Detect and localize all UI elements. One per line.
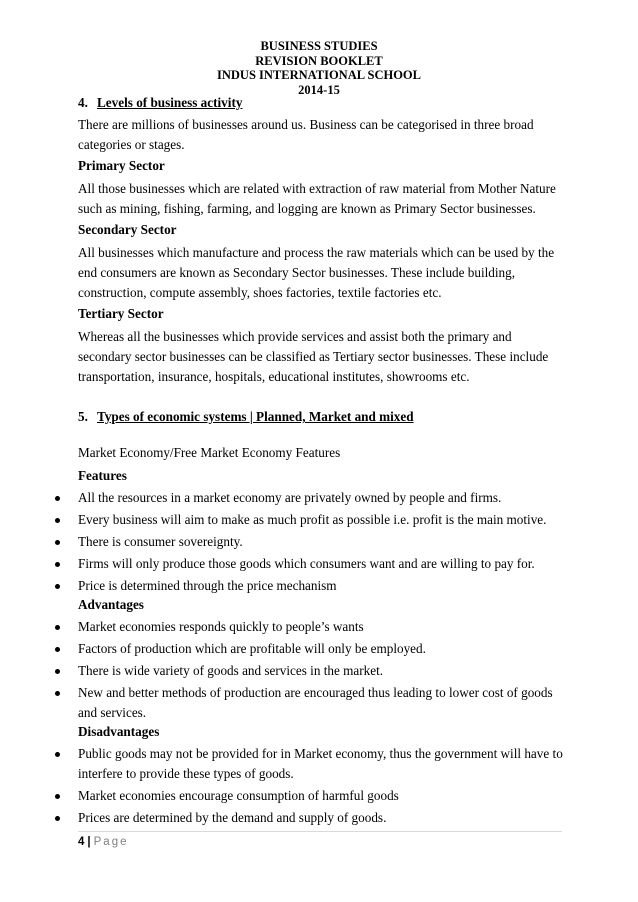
list-item: New and better methods of production are encouraged thus leading to lower cost of goods and services.: [78, 683, 568, 723]
list-item: All the resources in a market economy are privately owned by people and firms.: [78, 488, 568, 508]
section-number: 4.: [78, 95, 88, 110]
section-heading-economic-systems: [78, 408, 568, 426]
document-body: [78, 94, 568, 830]
list-item: Price is determined through the price mechanism: [78, 576, 568, 596]
subheading-secondary-sector: Secondary Sector: [78, 222, 177, 237]
page-label: Page: [93, 836, 129, 848]
footer-divider: [78, 831, 562, 832]
paragraph-tertiary-sector: Whereas all the businesses which provide services and assist both the primary and secondary sector businesses can be classified as Tertiary sector businesses. These include transportation, insurance, hospitals, educational institutes, showrooms etc.: [78, 329, 549, 384]
page-number: 4: [78, 836, 85, 848]
list-item: Prices are determined by the demand and supply of goods.: [78, 808, 568, 828]
section-title: Levels of business activity: [97, 95, 243, 110]
paragraph-secondary-sector: All businesses which manufacture and process the raw materials which can be used by the end consumers are known as Secondary Sector businesses. These include building, construction, compute assembly, shoes factories, textile factories etc.: [78, 245, 555, 300]
list-item: Every business will aim to make as much profit as possible i.e. profit is the main motive.: [78, 510, 568, 530]
document-header: [0, 39, 638, 97]
footer-separator: |: [87, 836, 91, 848]
subheading-disadvantages: Disadvantages: [78, 724, 160, 739]
page-footer: [78, 836, 128, 848]
paragraph-primary-sector: All those businesses which are related with extraction of raw material from Mother Nature such as mining, fishing, farming, and logging are known as Primary Sector businesses.: [78, 181, 556, 216]
header-year: 2014-15: [298, 82, 340, 97]
list-item: Firms will only produce those goods which consumers want and are willing to pay for.: [78, 554, 568, 574]
features-list: [78, 488, 568, 596]
list-item: Market economies responds quickly to people’s wants: [78, 617, 568, 637]
subheading-primary-sector: Primary Sector: [78, 158, 165, 173]
subheading-advantages: Advantages: [78, 597, 144, 612]
subheading-tertiary-sector: Tertiary Sector: [78, 306, 164, 321]
section-number: 5.: [78, 409, 88, 424]
list-item: Factors of production which are profitable will only be employed.: [78, 639, 568, 659]
list-item: Public goods may not be provided for in Market economy, thus the government will have to interfere to provide these types of goods.: [78, 744, 568, 784]
disadvantages-list: [78, 744, 568, 828]
section-title: Types of economic systems | Planned, Market and mixed: [97, 409, 414, 424]
header-school: INDUS INTERNATIONAL SCHOOL: [217, 68, 421, 82]
market-economy-subtitle: Market Economy/Free Market Economy Features: [78, 445, 341, 460]
section-intro: There are millions of businesses around us. Business can be categorised in three broad categories or stages.: [78, 117, 534, 152]
header-booklet: REVISION BOOKLET: [255, 53, 383, 68]
list-item: There is consumer sovereignty.: [78, 532, 568, 552]
header-subject: BUSINESS STUDIES: [260, 39, 378, 53]
advantages-list: [78, 617, 568, 723]
section-heading-levels: [78, 94, 568, 112]
list-item: Market economies encourage consumption of harmful goods: [78, 786, 568, 806]
subheading-features: Features: [78, 468, 127, 483]
list-item: There is wide variety of goods and services in the market.: [78, 661, 568, 681]
